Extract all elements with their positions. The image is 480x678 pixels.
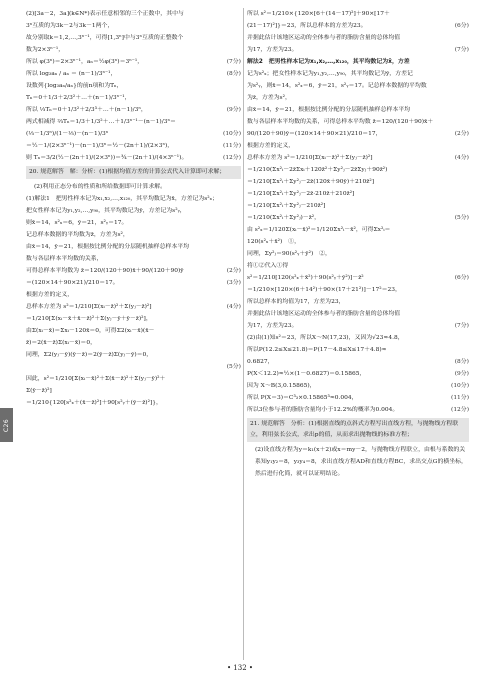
- text-line: [247, 80, 469, 92]
- line-text: 则x̄＝14，s²ₓ＝6，ȳ＝21，s²ᵧ＝17。: [26, 220, 128, 226]
- line-text: s²＝1/210[120(s²ₓ＋x̄²)＋90(s²ᵧ＋ȳ²)]－z̄²: [247, 275, 364, 281]
- line-text: 所以总样本的均值为17，方差为23，: [247, 299, 345, 305]
- text-line: [247, 356, 469, 368]
- text-line: [26, 229, 241, 241]
- page-number: • 132 •: [226, 664, 254, 672]
- score-mark: (12分): [451, 407, 469, 413]
- score-mark: [238, 397, 241, 409]
- text-line: [247, 20, 469, 32]
- score-mark: [466, 296, 469, 308]
- score-mark: (5分): [226, 364, 241, 370]
- score-mark: [238, 325, 241, 337]
- score-mark: (6分): [454, 23, 469, 29]
- line-text: Σ(ȳ－z̄)²]: [26, 388, 52, 394]
- line-text: 所以 log₃aₙ / aₙ ＝ (n－1)/3ⁿ⁻¹，: [26, 71, 117, 77]
- line-text: (21－17)²]}＝23，所以总样本的方差为23。: [247, 23, 367, 29]
- score-mark: (6分): [454, 275, 469, 281]
- text-line: [247, 308, 469, 320]
- line-text: 数与各层样本平均数的关系，可得总样本平均数 z̄＝120/(120＋90)x̄＋: [247, 119, 434, 125]
- score-mark: [466, 164, 469, 176]
- line-text: 数为2×3ⁿ⁻¹，: [26, 47, 65, 53]
- text-line: [247, 188, 469, 200]
- text-line: [26, 349, 241, 361]
- text-line: [247, 392, 469, 404]
- score-mark: [466, 8, 469, 20]
- section-header: 20. 规范解答 解：分析：(1)根据均值方差的计算公式代入计算即可求解；: [26, 166, 241, 179]
- text-line: [247, 104, 469, 116]
- text-line: [26, 80, 241, 92]
- line-text: 记为s²ₓ；把女性样本记为y₁,y₂,…,y₉₀，其平均数记为ȳ，方差记: [247, 71, 413, 77]
- left-column: [26, 8, 241, 409]
- text-line: [247, 332, 469, 344]
- line-text: 并据此估计该地区运动的全体参与者的脂肪含量的总体均值: [247, 35, 401, 41]
- line-text: 两式相减得 ⅔Tₙ＝1/3＋1/3²＋…＋1/3ⁿ⁻¹－(n－1)/3ⁿ＝: [26, 119, 176, 125]
- line-text: 因为 X～B(3,0.15865)，: [247, 383, 316, 389]
- line-text: 同理，Σy²ⱼ＝90(s²ᵧ＋ȳ²) ②，: [247, 251, 331, 257]
- text-line: [26, 104, 241, 116]
- score-mark: [466, 224, 469, 236]
- line-text: 由x̄＝14，ȳ＝21，根据按比例分配的分层随机抽样总样本平均: [26, 244, 190, 250]
- score-mark: [466, 68, 469, 80]
- score-mark: [238, 205, 241, 217]
- score-mark: (4分): [454, 155, 469, 161]
- text-line: [247, 380, 469, 392]
- score-mark: (8分): [226, 71, 241, 77]
- column-divider: [243, 8, 244, 660]
- line-text: 120(s²ₓ＋x̄²) ①，: [247, 239, 300, 245]
- score-mark: [466, 200, 469, 212]
- score-mark: [238, 253, 241, 265]
- line-text: 根据方差的定义，: [247, 143, 295, 149]
- text-line: [26, 128, 241, 140]
- line-text: 把女性样本记为y₁,y₂,…,y₉₀，其平均数记为ȳ，方差记为s²ᵧ，: [26, 208, 186, 214]
- line-text: 根据方差的定义，: [26, 292, 74, 298]
- text-line: [247, 152, 469, 164]
- line-text: 则 Tₙ＝3/2(½－(2n＋1)/(2×3ⁿ))＝¾－(2n＋1)/(4×3ⁿ⁻¹)。: [26, 155, 188, 161]
- text-line: [26, 373, 241, 385]
- line-text: 因此，s²＝1/210[Σ(xᵢ－x̄)²＋Σ(x̄－z̄)²＋Σ(yⱼ－ȳ)²＋: [26, 376, 166, 382]
- text-line: [247, 44, 469, 56]
- text-line: [26, 313, 241, 325]
- score-mark: [238, 32, 241, 44]
- text-line: [247, 116, 469, 128]
- line-text: (2)由(1)知s²＝23，所以X～N(17,23)，又因为√23≈4.8，: [247, 335, 404, 341]
- score-mark: [238, 217, 241, 229]
- text-line: [247, 224, 469, 236]
- score-mark: (7分): [454, 323, 469, 329]
- text-line: [26, 301, 241, 313]
- line-text: 并据此估计该地区运动的全体参与者的脂肪含量的总体均值: [247, 311, 401, 317]
- text-line: [26, 20, 241, 32]
- score-mark: [238, 8, 241, 20]
- line-text: ＝1/210(Σx²ᵢ＋Σy²ⱼ)－z̄²，: [247, 215, 321, 221]
- line-text: z̄)＝2(x̄－z̄)Σ(xᵢ－x̄)＝0，: [26, 340, 96, 346]
- text-line: [247, 320, 469, 332]
- line-text: 所以 s²＝1/210×{120×[6＋(14－17)²]＋90×[17＋: [247, 11, 390, 17]
- text-line: [26, 397, 241, 409]
- text-line: [26, 385, 241, 397]
- text-line: [26, 56, 241, 68]
- score-mark: [238, 193, 241, 205]
- score-mark: (10分): [223, 131, 241, 137]
- score-mark: (11分): [223, 143, 241, 149]
- text-line: [26, 44, 241, 56]
- score-mark: [466, 80, 469, 92]
- score-mark: [238, 241, 241, 253]
- line-text: 3ⁿ互质的为3k－2与3k－1两个，: [26, 23, 114, 29]
- line-text: 设数列{log₃aₙ/aₙ}的前n项和为Tₙ，: [26, 83, 123, 89]
- line-text: 故分别取k＝1,2,…,3ⁿ⁻¹，可得[1,3ⁿ]中与3ⁿ互质的正整数个: [26, 35, 184, 41]
- score-mark: [466, 188, 469, 200]
- text-line: [247, 128, 469, 140]
- line-text: 0.6827，: [247, 359, 274, 365]
- score-mark: (4分): [226, 304, 241, 310]
- text-line: [247, 56, 469, 68]
- text-line: [247, 296, 469, 308]
- text-line: [247, 164, 469, 176]
- score-mark: [238, 92, 241, 104]
- score-mark: [238, 385, 241, 397]
- line-text: Tₙ＝0＋1/3＋2/3²＋…＋(n－1)/3ⁿ⁻¹，: [26, 95, 131, 101]
- line-text: P(X＜12.2)≈½×(1－0.6827)＝0.15865，: [247, 371, 366, 377]
- line-text: ＝1/210[Σx²ᵢ＋Σy²ⱼ－2z̄·210z̄＋210z̄²]: [247, 191, 355, 197]
- text-line: [247, 272, 469, 284]
- text-line: [247, 236, 469, 248]
- score-mark: [466, 176, 469, 188]
- line-text: 同理，Σ2(yⱼ－ȳ)(ȳ－z̄)＝2(ȳ－z̄)Σ(yⱼ－ȳ)＝0，: [26, 352, 153, 358]
- text-line: [26, 241, 241, 253]
- text-line: [26, 92, 241, 104]
- line-text: (⅓－1/3ⁿ)/(1－⅓)－(n－1)/3ⁿ: [26, 131, 109, 137]
- line-text: 可得总样本平均数为 z̄＝120/(120＋90)x̄＋90/(120＋90)ȳ: [26, 268, 184, 274]
- text-line: [26, 116, 241, 128]
- score-mark: [466, 56, 469, 68]
- line-text: 所以P(12.2≤X≤21.8)＝P(17－4.8≤X≤17＋4.8)≈: [247, 347, 387, 353]
- line-text: 所以 φ(3ⁿ)＝2×3ⁿ⁻¹，aₙ＝½φ(3ⁿ)＝3ⁿ⁻¹，: [26, 59, 144, 65]
- score-mark: (9分): [226, 107, 241, 113]
- text-line: [247, 200, 469, 212]
- text-line: [247, 404, 469, 416]
- text-line: [247, 444, 469, 480]
- score-mark: [466, 236, 469, 248]
- line-text: (2)设直线方程为y＝k₁(x＋2)或x＝my－2，与抛物线方程联立，由根与系数的关系知y₁y₂＝8，y₃y₄＝8，求出直线方程AD和直线方程BC，求出交点G的横坐标，然后进行化简，就可以证明结论。: [255, 447, 467, 477]
- score-mark: [238, 373, 241, 385]
- text-line: [247, 260, 469, 272]
- line-text: ＝1/210×[120×(6＋14²)＋90×(17＋21²)]－17²＝23，: [247, 287, 401, 293]
- section-header: 21. 规范解答 分析：(1)根据直线的点斜式方程写出直线方程，与抛物线方程联立，利用弦长公式，求出p的值，从而求出抛物线的标准方程；: [247, 418, 469, 442]
- line-text: ＝(120×14＋90×21)/210＝17。: [26, 280, 119, 286]
- line-text: 90/(120＋90)ȳ＝(120×14＋90×21)/210＝17，: [247, 131, 382, 137]
- line-text: ＝1/210(Σx²ᵢ－2z̄Σxᵢ＋120z̄²＋Σy²ⱼ－2z̄Σyⱼ＋90z̄²): [247, 167, 388, 173]
- line-text: ＝1/210[Σx²ᵢ＋Σy²ⱼ－210z̄²]: [247, 203, 326, 209]
- line-text: 将①②代入①得: [247, 263, 289, 269]
- line-text: 由 s²ₓ＝1/120Σ(xᵢ－x̄)²＝1/120Σx²ᵢ－x̄²，可得Σx²ᵢ＝: [247, 227, 391, 233]
- line-text: 记总样本数据的平均数为z̄，方差为s²，: [26, 232, 129, 238]
- text-line: [247, 344, 469, 356]
- score-mark: (7分): [454, 47, 469, 53]
- text-line: [247, 284, 469, 296]
- line-text: 为17，方差为23。: [247, 47, 298, 53]
- score-mark: (5分): [454, 215, 469, 221]
- text-line: [26, 217, 241, 229]
- score-mark: [466, 116, 469, 128]
- text-line: [247, 32, 469, 44]
- score-mark: [238, 44, 241, 56]
- line-text: 解法2 把男性样本记为x₁,x₂,…,x₁₂₀，其平均数记为x̄，方差: [247, 59, 410, 65]
- line-text: 由Σ(xᵢ－x̄)＝Σxᵢ－120x̄＝0，可得Σ2(xᵢ－x̄)(x̄－: [26, 328, 155, 334]
- score-mark: (11分): [451, 395, 469, 401]
- text-line: [247, 176, 469, 188]
- line-text: ＝1/210[Σx²ᵢ＋Σy²ⱼ－2z̄(120x̄＋90ȳ)＋210z̄²]: [247, 179, 375, 185]
- text-line: [26, 181, 241, 193]
- side-tab: C26: [0, 408, 13, 442]
- text-line: [247, 212, 469, 224]
- score-mark: (12分): [223, 155, 241, 161]
- score-mark: (8分): [454, 359, 469, 365]
- score-mark: [466, 92, 469, 104]
- text-line: [247, 248, 469, 260]
- score-mark: [238, 289, 241, 301]
- text-line: [247, 140, 469, 152]
- text-line: [26, 337, 241, 349]
- score-mark: [466, 284, 469, 296]
- line-text: 总样本方差为 s²＝1/210[Σ(xᵢ－z̄)²＋Σ(yⱼ－z̄)²]: [26, 304, 152, 310]
- score-mark: [166, 184, 169, 190]
- score-mark: [466, 344, 469, 356]
- score-mark: [466, 308, 469, 320]
- text-line: [26, 265, 241, 277]
- score-mark: (9分): [454, 371, 469, 377]
- score-mark: [466, 32, 469, 44]
- text-line: [26, 8, 241, 20]
- line-text: 所以 P(X＝3)＝C³₃×0.15865³≈0.004，: [247, 395, 358, 401]
- line-text: 由x̄＝14，ȳ＝21，根据按比例分配的分层随机抽样总样本平均: [247, 107, 411, 113]
- score-mark: (10分): [451, 383, 469, 389]
- text-line: [247, 68, 469, 80]
- right-column: [247, 8, 469, 480]
- score-mark: [238, 116, 241, 128]
- text-line: [26, 325, 241, 337]
- text-line: [247, 92, 469, 104]
- score-mark: (2分): [454, 131, 469, 137]
- score-mark: (3分): [226, 280, 241, 286]
- text-line: [26, 361, 241, 373]
- line-text: ＝1/210[Σ(xᵢ－x̄＋x̄－z̄)²＋Σ(yⱼ－ȳ＋ȳ－z̄)²]，: [26, 316, 152, 322]
- text-line: [26, 277, 241, 289]
- text-line: [247, 8, 469, 20]
- line-text: ＝½－1/(2×3ⁿ⁻¹)－(n－1)/3ⁿ＝½－(2n＋1)/(2×3ⁿ)，: [26, 143, 174, 149]
- line-text: (2)利用正态分布的性质和所给数据即可计算求解。: [34, 184, 167, 190]
- line-text: 为s²ᵧ，则x̄＝14，s²ₓ＝6，ȳ＝21，s²ᵧ＝17。记总样本数据的平均数: [247, 83, 427, 89]
- score-mark: [466, 248, 469, 260]
- text-line: [26, 140, 241, 152]
- line-text: 所以3位参与者的脂肪含量均小于12.2%的概率为0.004。: [247, 407, 399, 413]
- text-line: [26, 253, 241, 265]
- line-text: ＝1/210{120[s²ₓ＋(x̄－z̄)²]＋90[s²ᵧ＋(ȳ－z̄)²]}，: [26, 400, 162, 406]
- score-mark: [238, 349, 241, 361]
- line-text: 数与各层样本平均数的关系，: [26, 256, 103, 262]
- text-line: [26, 205, 241, 217]
- score-mark: [466, 140, 469, 152]
- text-line: [26, 289, 241, 301]
- score-mark: [343, 471, 346, 477]
- line-text: 为z̄，方差为s²，: [247, 95, 291, 101]
- text-line: [26, 193, 241, 205]
- score-mark: [238, 80, 241, 92]
- score-mark: [238, 313, 241, 325]
- score-mark: [466, 260, 469, 272]
- score-mark: [238, 337, 241, 349]
- text-line: [247, 368, 469, 380]
- score-mark: (7分): [226, 59, 241, 65]
- score-mark: (2分): [226, 268, 241, 274]
- line-text: (1)解法1 把男性样本记为x₁,x₂,…,x₁₂₀，其平均数记为x̄，方差记为s²ₓ；: [26, 196, 219, 202]
- score-mark: [466, 104, 469, 116]
- line-text: (2)[3a－2，3a](k∈N*)表示任意相邻的三个正数中，其中与: [26, 11, 184, 17]
- text-line: [26, 68, 241, 80]
- line-text: 为17，方差为23。: [247, 323, 298, 329]
- line-text: 总样本方差为 s²＝1/210[Σ(xᵢ－z̄)²＋Σ(yⱼ－z̄)²]: [247, 155, 373, 161]
- score-mark: [466, 332, 469, 344]
- score-mark: [238, 229, 241, 241]
- line-text: 所以 ⅓Tₙ＝0＋1/3²＋2/3³＋…＋(n－1)/3ⁿ，: [26, 107, 147, 113]
- score-mark: [238, 20, 241, 32]
- text-line: [26, 152, 241, 164]
- text-line: [26, 32, 241, 44]
